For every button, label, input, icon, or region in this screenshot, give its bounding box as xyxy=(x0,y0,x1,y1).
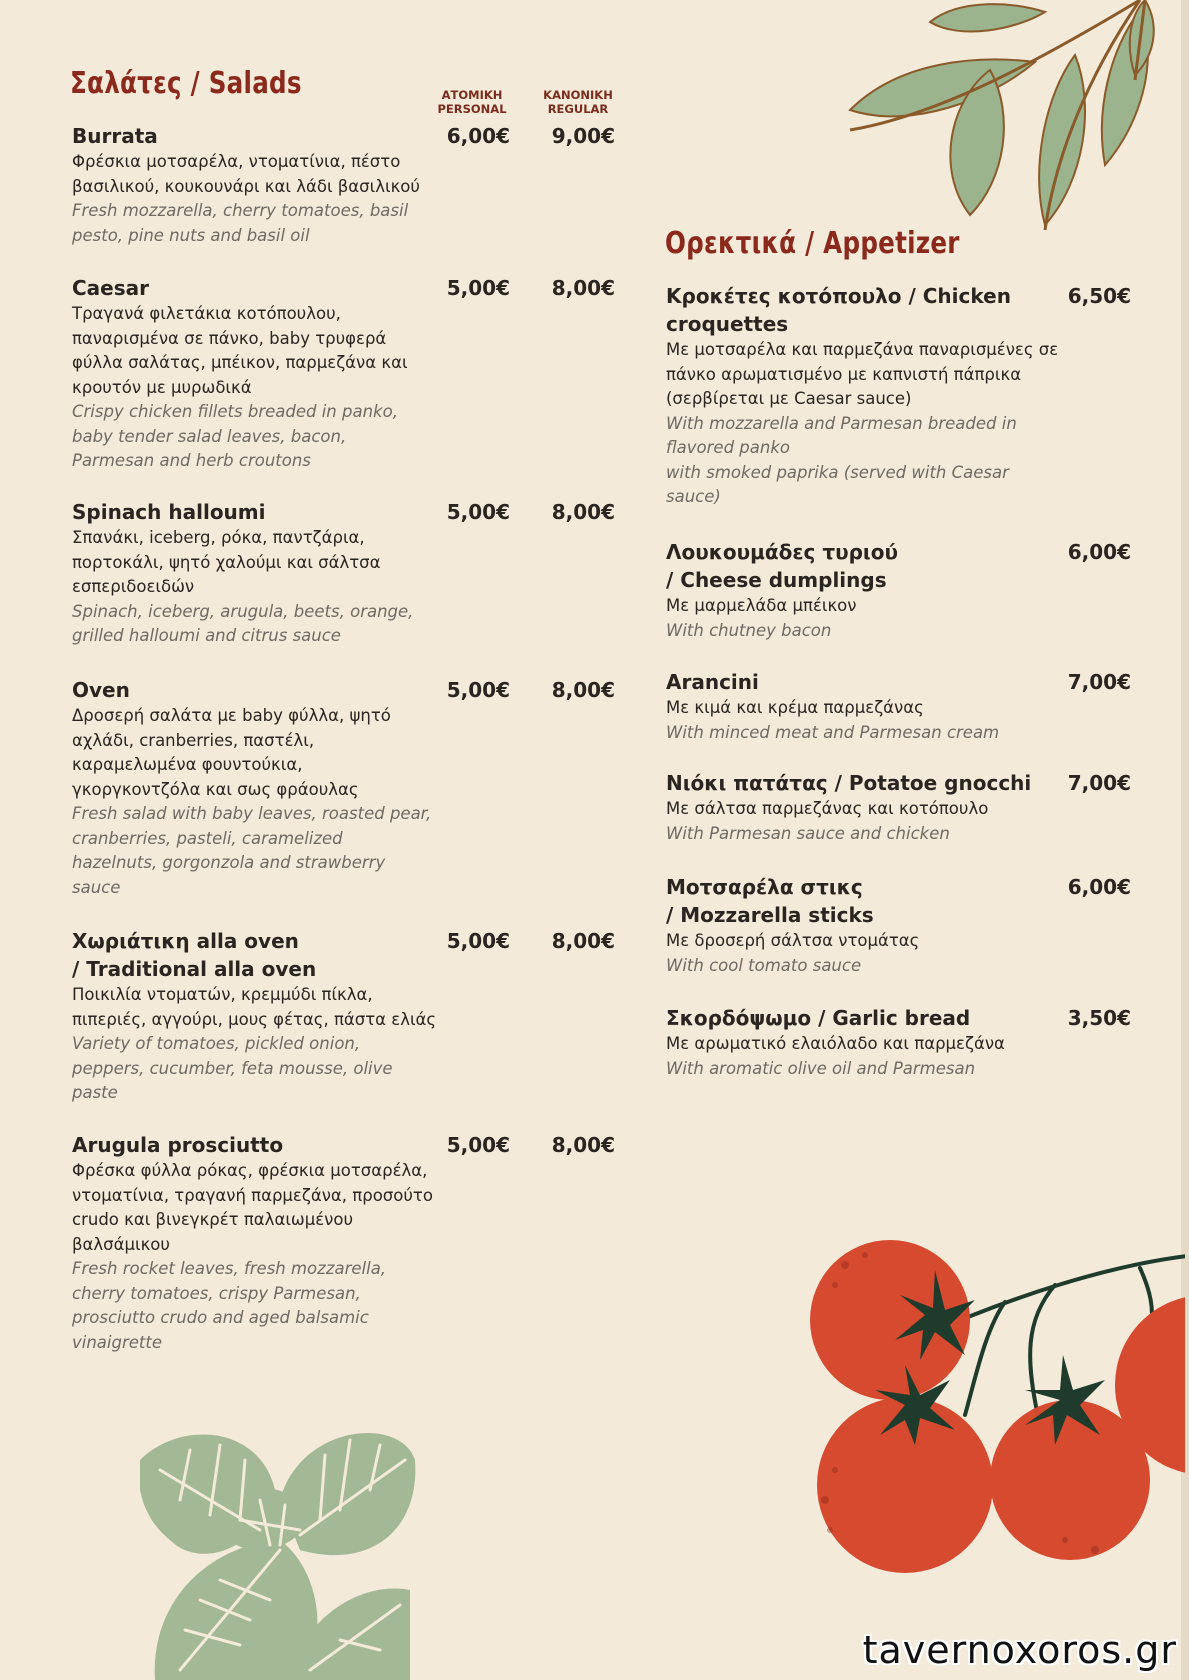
item-name: Arancini xyxy=(666,670,759,694)
item-description-gr: φύλλα σαλάτας, μπέικον, παρμεζάνα και xyxy=(72,353,408,372)
item-description-en: sauce xyxy=(72,877,121,897)
item-description-en: pesto, pine nuts and basil oil xyxy=(72,225,310,245)
salad-menu-item xyxy=(72,498,413,649)
tomato-vine-icon xyxy=(805,1240,1185,1680)
item-description-en: paste xyxy=(72,1083,118,1102)
salad-menu-item xyxy=(72,927,436,1106)
item-name: Νιόκι πατάτας / Potatoe gnocchi xyxy=(666,771,1032,795)
appetizer-menu-item xyxy=(666,873,919,978)
item-description-gr: Με κιμά και κρέμα παρμεζάνας xyxy=(666,698,924,717)
item-description-gr: πιπεριές, αγγούρι, μους φέτας, πάστα ελιάς xyxy=(72,1009,437,1029)
item-description-gr: πορτοκάλι, ψητό χαλούμι και σάλτσα xyxy=(72,552,381,572)
price-personal: 5,00€ xyxy=(446,500,510,524)
item-description-en: Fresh mozzarella, cherry tomatoes, basil xyxy=(72,201,409,220)
item-description-gr: βαλσάμικου xyxy=(72,1234,170,1254)
column-header-personal-gr: ΑΤΟΜΙΚΗ xyxy=(441,88,503,102)
item-description-gr: Δροσερή σαλάτα με baby φύλλα, ψητό xyxy=(72,706,391,725)
item-name: Burrata xyxy=(72,124,158,148)
item-name: / Cheese dumplings xyxy=(666,568,887,592)
item-name: / Traditional alla oven xyxy=(72,957,317,981)
item-description-gr: Ποικιλία ντοματών, κρεμμύδι πίκλα, xyxy=(72,985,373,1004)
item-description-gr: Με μοτσαρέλα και παρμεζάνα παναρισμένες σε xyxy=(666,340,1059,359)
price: 6,00€ xyxy=(1067,540,1131,564)
price-personal: 5,00€ xyxy=(446,276,510,300)
price-regular: 8,00€ xyxy=(551,678,615,702)
item-description-en: With aromatic olive oil and Parmesan xyxy=(666,1058,976,1078)
item-description-en: sauce) xyxy=(666,487,721,506)
salad-menu-item xyxy=(72,122,420,248)
item-name: Χωριάτικη alla oven xyxy=(72,929,299,953)
item-name: Arugula prosciutto xyxy=(72,1133,284,1157)
item-name: Spinach halloumi xyxy=(72,500,266,524)
item-description-gr: κρουτόν με μυρωδικά xyxy=(72,377,252,397)
item-description-en: With Parmesan sauce and chicken xyxy=(666,823,950,843)
item-description-en: peppers, cucumber, feta mousse, olive xyxy=(72,1058,393,1078)
item-description-en: grilled halloumi and citrus sauce xyxy=(72,626,341,645)
price: 6,50€ xyxy=(1067,284,1131,308)
item-description-gr: Με αρωματικό ελαιόλαδο και παρμεζάνα xyxy=(666,1034,1005,1053)
item-description-gr: Με σάλτσα παρμεζάνας και κοτόπουλο xyxy=(666,799,989,818)
item-description-en: prosciutto crudo and aged balsamic xyxy=(72,1308,369,1327)
item-description-gr: βασιλικού, κουκουνάρι και λάδι βασιλικού xyxy=(72,176,420,196)
column-header-personal-en: PERSONAL xyxy=(437,102,507,116)
item-description-en: hazelnuts, gorgonzola and strawberry xyxy=(72,853,386,872)
item-description-en: With chutney bacon xyxy=(666,620,832,640)
item-description-en: Parmesan and herb croutons xyxy=(72,451,311,470)
item-description-gr: Φρέσκα φύλλα ρόκας, φρέσκια μοτσαρέλα, xyxy=(72,1161,428,1180)
price: 6,00€ xyxy=(1067,875,1131,899)
olive-branch-icon xyxy=(840,0,1180,240)
item-description-en: With minced meat and Parmesan cream xyxy=(666,722,1000,742)
item-description-en: flavored panko xyxy=(666,438,790,457)
basil-leaves-icon xyxy=(140,1420,420,1680)
item-name: Σκορδόψωμο / Garlic bread xyxy=(666,1006,971,1030)
item-description-gr: καραμελωμένα φουντούκια, xyxy=(72,755,303,774)
item-name: croquettes xyxy=(666,312,789,336)
appetizers-section-title: Ορεκτικά / Appetizer xyxy=(665,226,960,261)
price-regular: 9,00€ xyxy=(551,124,615,148)
item-description-gr: παναρισμένα σε πάνκο, baby τρυφερά xyxy=(72,328,387,348)
salad-menu-item xyxy=(72,274,408,474)
item-description-gr: crudo και βινεγκρέτ παλαιωμένου xyxy=(72,1210,353,1229)
item-description-gr: πάνκο αρωματισμένο με καπνιστή πάπρικα xyxy=(666,364,1022,384)
item-description-en: Fresh rocket leaves, fresh mozzarella, xyxy=(72,1259,387,1278)
item-description-gr: εσπεριδοειδών xyxy=(72,577,195,596)
appetizer-menu-item xyxy=(666,668,999,745)
appetizer-menu-item xyxy=(666,1004,1005,1081)
item-description-en: Fresh salad with baby leaves, roasted pear, xyxy=(72,804,432,823)
column-header-personal xyxy=(417,88,527,116)
site-watermark: tavernoxoros.gr xyxy=(862,1628,1177,1672)
item-name: Μοτσαρέλα στικς xyxy=(666,875,863,899)
column-header-regular-en: REGULAR xyxy=(547,102,609,116)
item-description-en: with smoked paprika (served with Caesar xyxy=(666,462,1009,482)
price-personal: 5,00€ xyxy=(446,678,510,702)
price-regular: 8,00€ xyxy=(551,500,615,524)
item-description-gr: αχλάδι, cranberries, παστέλι, xyxy=(72,730,315,750)
item-name: / Mozzarella sticks xyxy=(666,903,874,927)
item-name: Λουκουμάδες τυριού xyxy=(666,540,898,564)
appetizer-menu-item xyxy=(666,538,898,643)
item-description-gr: (σερβίρεται με Caesar sauce) xyxy=(666,389,912,408)
price: 3,50€ xyxy=(1067,1006,1131,1030)
column-header-regular-gr: ΚΑΝΟΝΙΚΗ xyxy=(543,88,613,102)
item-description-en: Spinach, iceberg, arugula, beets, orange, xyxy=(72,601,414,621)
item-description-gr: Τραγανά φιλετάκια κοτόπουλου, xyxy=(72,304,341,323)
item-description-en: baby tender salad leaves, bacon, xyxy=(72,426,347,446)
price-regular: 8,00€ xyxy=(551,1133,615,1157)
item-name: Caesar xyxy=(72,276,150,300)
salad-menu-item xyxy=(72,1131,433,1355)
item-description-gr: Σπανάκι, iceberg, ρόκα, παντζάρια, xyxy=(72,528,365,547)
item-description-gr: γκοργκοντζόλα και σως φράουλας xyxy=(72,779,359,799)
price-personal: 5,00€ xyxy=(446,929,510,953)
item-description-gr: Φρέσκια μοτσαρέλα, ντοματίνια, πέστο xyxy=(72,152,401,171)
item-description-gr: Με μαρμελάδα μπέικον xyxy=(666,596,857,615)
item-description-en: With mozzarella and Parmesan breaded in xyxy=(666,413,1017,433)
price: 7,00€ xyxy=(1067,771,1131,795)
price: 7,00€ xyxy=(1067,670,1131,694)
item-description-en: Crispy chicken fillets breaded in panko, xyxy=(72,402,398,421)
appetizer-menu-item xyxy=(666,769,1031,846)
item-description-en: With cool tomato sauce xyxy=(666,955,862,975)
item-description-gr: ντοματίνια, τραγανή παρμεζάνα, προσούτο xyxy=(72,1185,433,1205)
price-personal: 5,00€ xyxy=(446,1133,510,1157)
item-description-en: cranberries, pasteli, caramelized xyxy=(72,828,343,848)
appetizer-menu-item xyxy=(666,282,1058,510)
column-header-regular xyxy=(523,88,633,116)
item-description-en: Variety of tomatoes, pickled onion, xyxy=(72,1034,361,1053)
item-description-en: cherry tomatoes, crispy Parmesan, xyxy=(72,1283,361,1303)
salad-menu-item xyxy=(72,676,431,900)
item-description-gr: Με δροσερή σάλτσα ντομάτας xyxy=(666,931,920,950)
item-description-en: vinaigrette xyxy=(72,1332,163,1352)
item-name: Κροκέτες κοτόπουλο / Chicken xyxy=(666,284,1011,308)
price-regular: 8,00€ xyxy=(551,276,615,300)
item-name: Oven xyxy=(72,678,130,702)
price-personal: 6,00€ xyxy=(446,124,510,148)
salads-section-title: Σαλάτες / Salads xyxy=(70,66,302,101)
price-regular: 8,00€ xyxy=(551,929,615,953)
